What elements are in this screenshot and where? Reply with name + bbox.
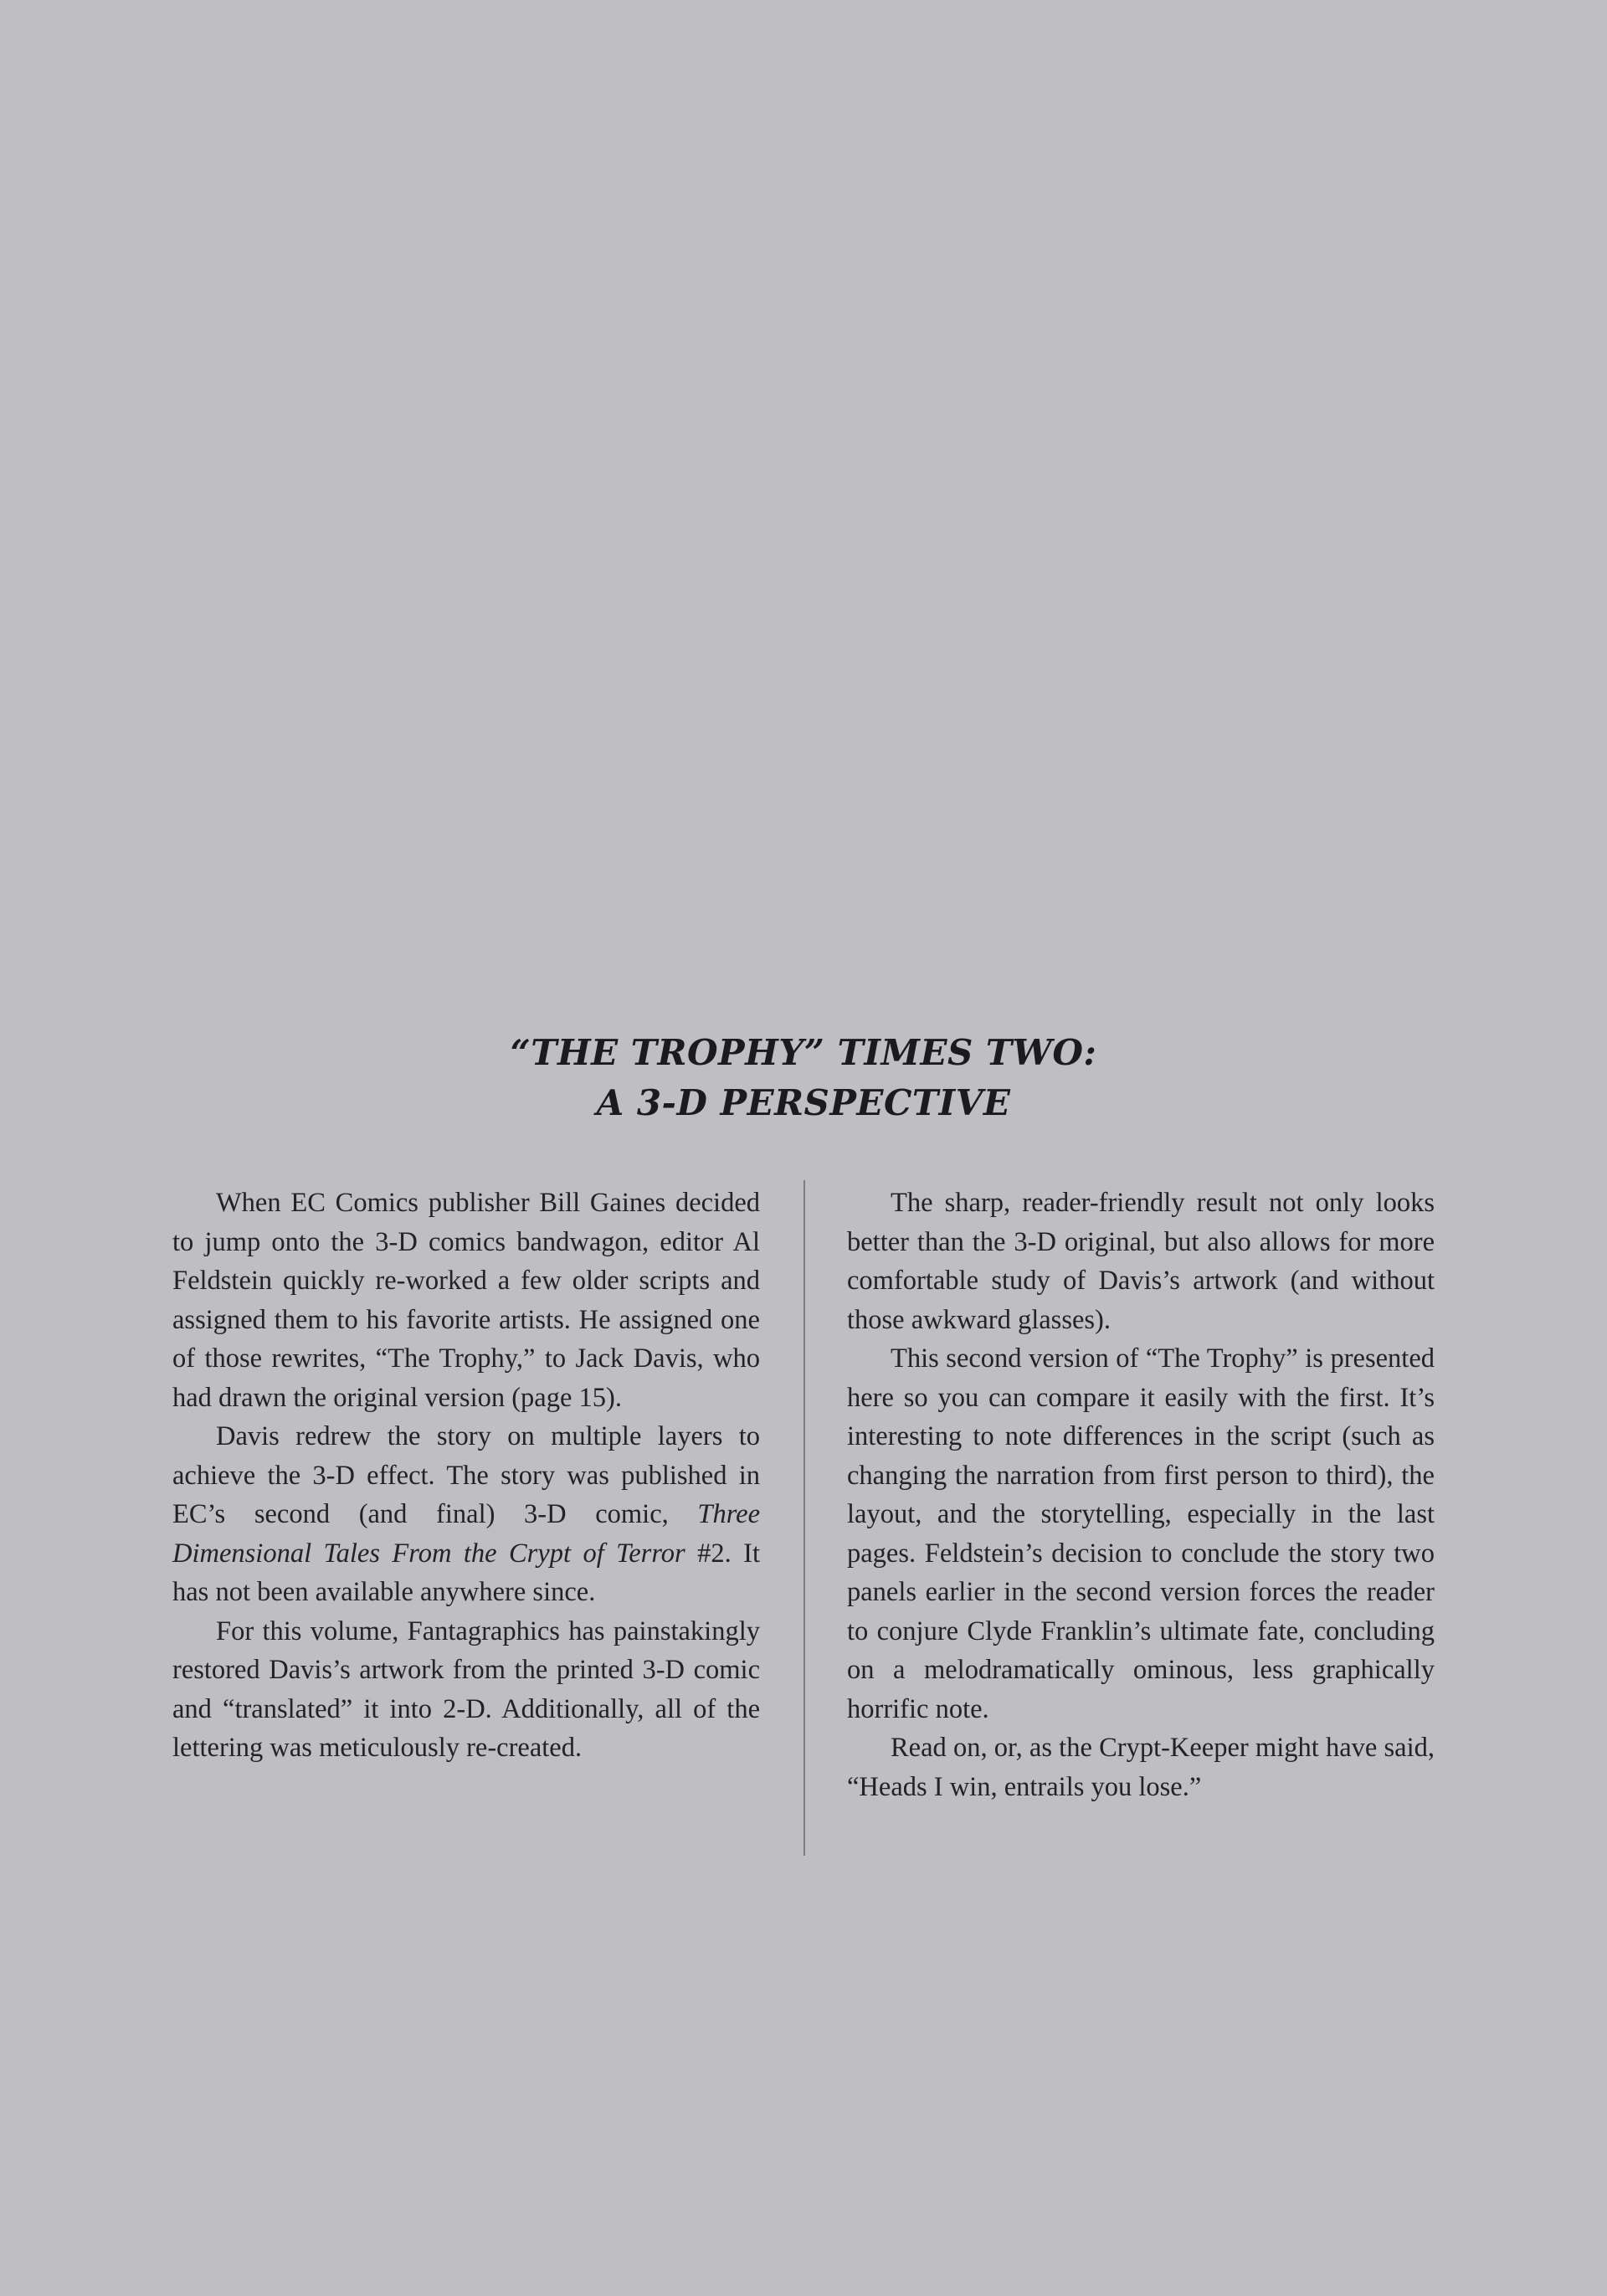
paragraph: Read on, or, as the Crypt-Keeper might have said, “Heads I win, entrails you lose.” <box>847 1733 1435 1802</box>
paragraph: For this volume, Fantagraphics has painstakingly restored Davis’s artwork from the printed 3-D comic and “translated” it into 2-D. Additionally, all of the lettering was meticulously re-created. <box>172 1615 760 1763</box>
paragraph: This second version of “The Trophy” is presented here so you can compare it easily with the first. It’s interesting to note differences in the script (such as changing the narration from first person to third), the layout, and the storytelling, especially in the last pages. Feldstein’s decision to conclude the story two panels earlier in the second version forces the reader to conjure Clyde Franklin’s ultimate fate, concluding on a melodramatically ominous, less graphically horrific note. <box>847 1343 1435 1724</box>
paragraph: When EC Comics publisher Bill Gaines decided to jump onto the 3-D comics bandwagon, editor Al Feldstein quickly re-worked a few older scripts and assigned them to his favorite artists. He assigned one of those rewrites, “The Trophy,” to Jack Davis, who had drawn the original version (page 15). <box>172 1188 760 1413</box>
column-divider <box>804 1180 805 1856</box>
title-line-1: “THE TROPHY” TIMES TWO: <box>510 1032 1097 1073</box>
left-text-column <box>172 1184 760 1768</box>
paragraph-text: #2. It has not been available anywhere since. <box>172 1538 760 1607</box>
right-text-column <box>847 1184 1435 1806</box>
paragraph <box>172 1417 760 1612</box>
article-title <box>0 1028 1607 1128</box>
title-line-2: A 3-D PERSPECTIVE <box>596 1082 1011 1123</box>
paragraph-text: Davis redrew the story on multiple layers to achieve the 3-D effect. The story was published in EC’s second (and final) 3-D comic, <box>172 1421 760 1529</box>
comic-title-italic: Three Dimensional Tales From the Crypt of Terror <box>172 1499 760 1569</box>
paragraph: The sharp, reader-friendly result not only looks better than the 3-D original, but also allows for more comfortable study of Davis’s artwork (and without those awkward glasses). <box>847 1188 1435 1335</box>
